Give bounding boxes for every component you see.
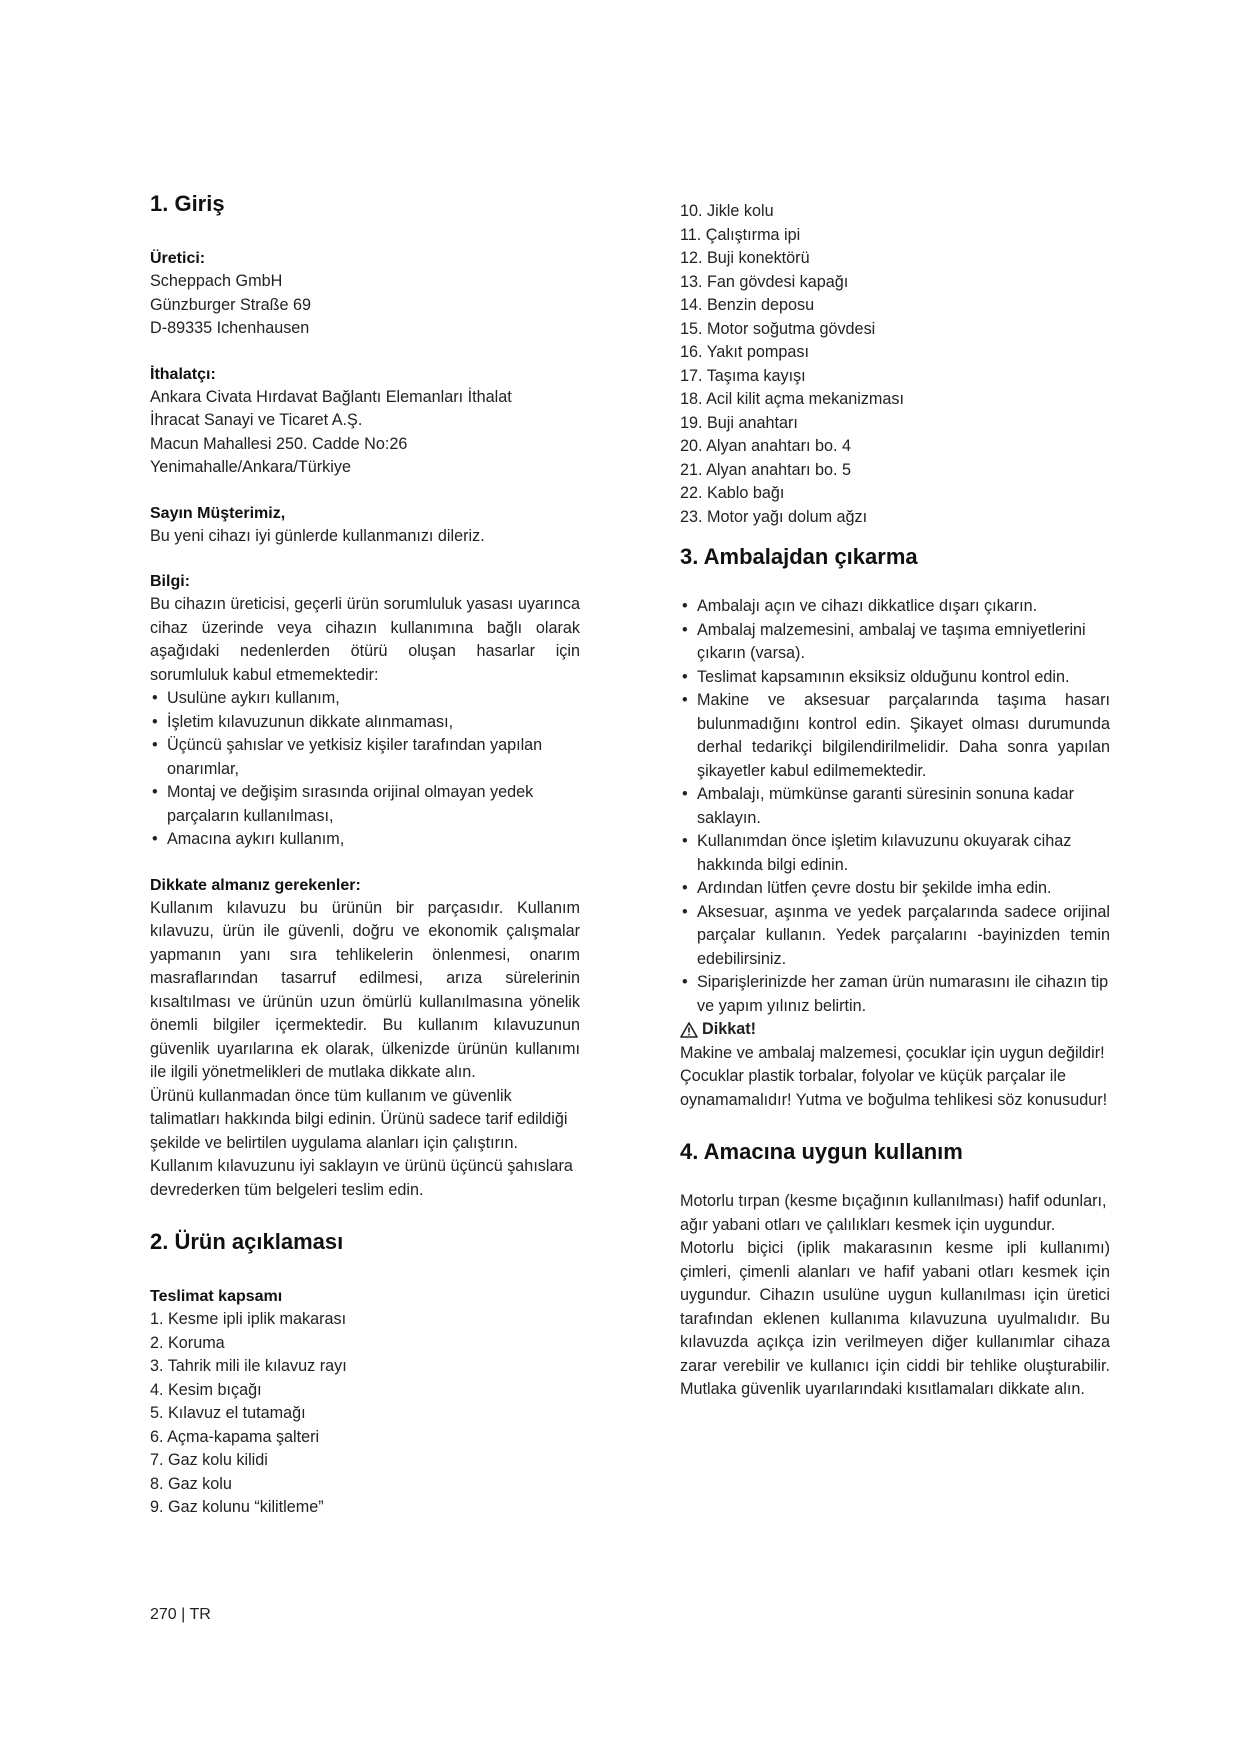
list-item: 6. Açma-kapama şalteri [150, 1427, 320, 1446]
notice-block [150, 875, 580, 1203]
info-label: Bilgi: [150, 573, 190, 590]
list-item: 12. Buji konektörü [680, 249, 810, 267]
manufacturer-line: Scheppach GmbH [150, 272, 283, 290]
notice-text-2: Ürünü kullanmadan önce tüm kullanım ve güvenlik talimatları hakkında bilgi edinin. Ürünü sadece tarif edildiği şekilde ve belirtilen uygulama alanları için çalıştırın. Kullanım kılavuzunu iyi saklayın ve ürünü üçüncü şahıslara devrederken tüm belgeleri teslim edin. [150, 1086, 573, 1199]
importer-line: Ankara Civata Hırdavat Bağlantı Elemanları İthalat [150, 387, 512, 406]
importer-line: İhracat Sanayi ve Ticaret A.Ş. [150, 411, 363, 429]
warning-triangle-icon [680, 1022, 698, 1038]
intended-use-text-2: Motorlu biçici (iplik makarasının kesme ipli kullanımı) çimleri, çimenli alanları ve hafif yabani otları kesmek için uygundur. Cihazın usulüne uygun kullanılması için üretici tarafından eklenen kullanıma kılavuzuna uyulmalıdır. Bu kılavuzda açıkça izin verilmeyen diğer kullanımlar cihaza zarar verebilir ve kullanıcı için ciddi bir tehlike oluşturabilir. Mutlaka güvenlik uyarılarındaki kısıtlamaları dikkate alın. [680, 1239, 1110, 1398]
notice-label: Dikkate almanız gerekenler: [150, 876, 361, 894]
manufacturer-label: Üretici: [150, 250, 206, 267]
list-item: 3. Tahrik mili ile kılavuz rayı [150, 1357, 347, 1375]
warning-title [680, 1018, 1110, 1042]
list-item: • Ambalajı, mümkünse garanti süresinin sonuna kadar saklayın. [680, 783, 1110, 830]
left-column [150, 190, 580, 1520]
scope-label: Teslimat kapsamı [150, 1288, 283, 1305]
list-item: • Üçüncü şahıslar ve yetkisiz kişiler tarafından yapılan onarımlar, [150, 734, 580, 781]
list-item: 17. Taşıma kayışı [680, 366, 806, 385]
list-item: • Ambalajı açın ve cihazı dikkatlice dışarı çıkarın. [680, 595, 1110, 619]
page-footer: 270 | TR [150, 1606, 211, 1623]
info-bullet-list [150, 687, 580, 852]
list-item: • Kullanımdan önce işletim kılavuzunu okuyarak cihaz hakkında bilgi edinin. [680, 830, 1110, 877]
list-item: 20. Alyan anahtarı bo. 4 [680, 437, 851, 455]
list-item: 22. Kablo bağı [680, 484, 785, 502]
list-item: • Siparişlerinizde her zaman ürün numarasını ile cihazın tip ve yapım yılınız belirtin. [680, 971, 1110, 1018]
info-block [150, 571, 580, 852]
list-item: • İşletim kılavuzunun dikkate alınmaması, [150, 711, 580, 735]
scope-list-continued [680, 200, 1110, 529]
list-item: 4. Kesim bıçağı [150, 1380, 262, 1399]
list-item: 9. Gaz kolunu “kilitleme” [150, 1498, 324, 1516]
list-item: • Usulüne aykırı kullanım, [150, 687, 580, 711]
importer-line: Yenimahalle/Ankara/Türkiye [150, 458, 351, 476]
right-column [680, 200, 1110, 1402]
list-item: 11. Çalıştırma ipi [680, 225, 801, 244]
scope-list [150, 1308, 580, 1520]
warning-block [680, 1018, 1110, 1112]
list-item: 18. Acil kilit açma mekanizması [680, 390, 905, 408]
list-item: 15. Motor soğutma gövdesi [680, 319, 876, 338]
importer-line: Macun Mahallesi 250. Cadde No:26 [150, 434, 408, 453]
unpacking-bullet-list [680, 595, 1110, 1018]
list-item: 14. Benzin deposu [680, 296, 815, 314]
list-item: 21. Alyan anahtarı bo. 5 [680, 460, 851, 479]
importer-label: İthalatçı: [150, 365, 216, 383]
intended-use-text-1: Motorlu tırpan (kesme bıçağının kullanılması) hafif odunları, ağır yabani otları ve çalılıkları kesmek için uygundur. [680, 1192, 1107, 1234]
list-item: 13. Fan gövdesi kapağı [680, 272, 849, 291]
section-3-heading: 3. Ambalajdan çıkarma [680, 544, 918, 569]
list-item: • Montaj ve değişim sırasında orijinal olmayan yedek parçaların kullanılması, [150, 781, 580, 828]
list-item: • Makine ve aksesuar parçalarında taşıma hasarı bulunmadığını kontrol edin. Şikayet olması durumunda derhal tedarikçi bilgilendirilmelidir. Daha sonra yapılan şikayetler kabul edilmemektedir. [680, 689, 1110, 783]
list-item: 16. Yakıt pompası [680, 343, 809, 361]
notice-text-1: Kullanım kılavuzu bu ürünün bir parçasıdır. Kullanım kılavuzu, ürün ile güvenli, doğru ve ekonomik çalışmalar yapmanın yanı sıra tehlikelerin önlenmesi, onarım masraflarından tasarruf edilmesi, arıza sürelerinin kısaltılması ve ürünün uzun ömürlü kullanılmasına yönelik önemli bilgiler içermektedir. Bu kullanım kılavuzunun güvenlik uyarılarına ek olarak, ülkenizde ürünün kullanımı ile ilgili yönetmelikleri de mutlaka dikkate alın. [150, 898, 580, 1081]
manufacturer-line: D-89335 Ichenhausen [150, 319, 310, 337]
greeting-block [150, 503, 580, 549]
list-item: • Ardından lütfen çevre dostu bir şekilde imha edin. [680, 877, 1110, 901]
list-item: 19. Buji anahtarı [680, 413, 798, 432]
list-item: • Aksesuar, aşınma ve yedek parçalarında sadece orijinal parçalar kullanın. Yedek parçalarını -bayinizden temin edebilirsiniz. [680, 901, 1110, 972]
greeting-label: Sayın Müşterimiz, [150, 504, 286, 522]
list-item: • Amacına aykırı kullanım, [150, 828, 580, 852]
list-item: 5. Kılavuz el tutamağı [150, 1404, 306, 1422]
manufacturer-line: Günzburger Straße 69 [150, 295, 312, 314]
greeting-text: Bu yeni cihazı iyi günlerde kullanmanızı dileriz. [150, 526, 485, 545]
list-item: 2. Koruma [150, 1333, 225, 1352]
section-2-heading: 2. Ürün açıklaması [150, 1229, 344, 1254]
list-item: 23. Motor yağı dolum ağzı [680, 507, 868, 526]
warning-title-text: Dikkat! [702, 1020, 756, 1038]
importer-block [150, 364, 580, 480]
list-item: • Teslimat kapsamının eksiksiz olduğunu kontrol edin. [680, 666, 1110, 690]
list-item: 8. Gaz kolu [150, 1474, 232, 1493]
section-1-heading: 1. Giriş [150, 191, 225, 216]
list-item: 1. Kesme ipli iplik makarası [150, 1310, 347, 1328]
info-text: Bu cihazın üreticisi, geçerli ürün sorumluluk yasası uyarınca cihaz üzerinde veya cihazın kullanımına bağlı olarak aşağıdaki nedenlerden ötürü oluşan hasarlar için sorumluluk kabul etmemektedir: [150, 595, 580, 684]
list-item: • Ambalaj malzemesini, ambalaj ve taşıma emniyetlerini çıkarın (varsa). [680, 619, 1110, 666]
section-4-heading: 4. Amacına uygun kullanım [680, 1139, 963, 1164]
list-item: 10. Jikle kolu [680, 202, 774, 220]
warning-text: Makine ve ambalaj malzemesi, çocuklar için uygun değildir! Çocuklar plastik torbalar, folyolar ve küçük parçalar ile oynamamalıdır! Yutma ve boğulma tehlikesi söz konusudur! [680, 1043, 1108, 1109]
manufacturer-block [150, 248, 580, 341]
list-item: 7. Gaz kolu kilidi [150, 1451, 268, 1469]
